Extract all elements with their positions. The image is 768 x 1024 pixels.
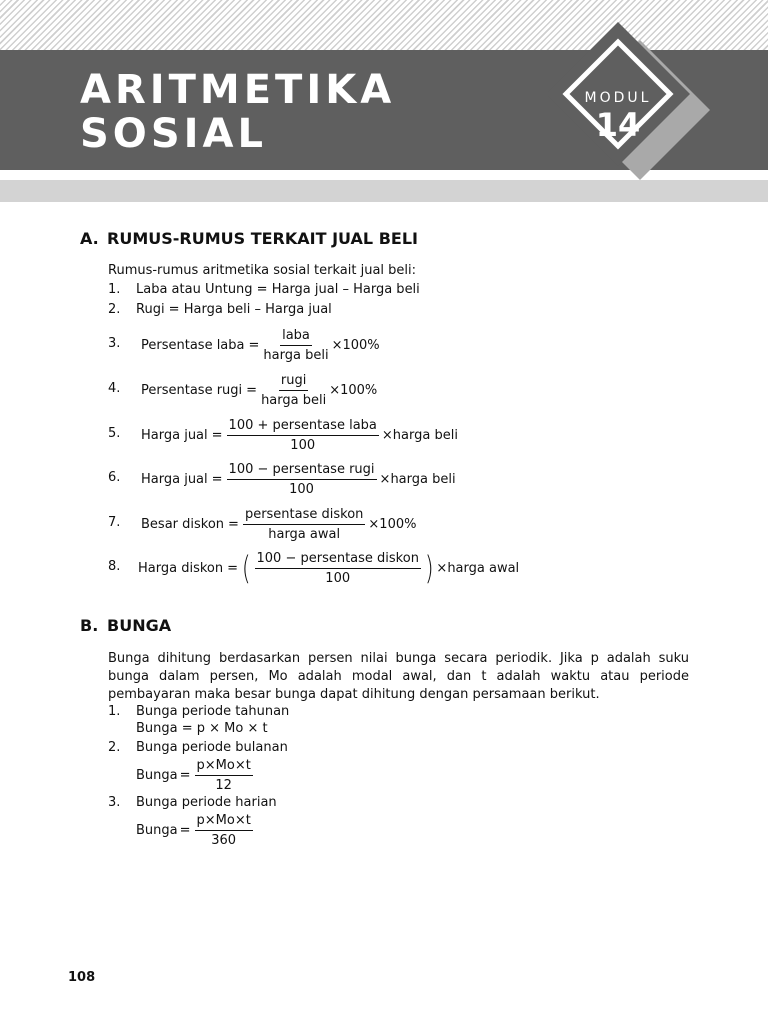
fraction-denominator: 100 — [289, 481, 314, 497]
formula-tail: ×harga beli — [381, 427, 458, 443]
fraction — [195, 812, 253, 849]
fraction-denominator: 100 — [325, 570, 351, 586]
section-b-letter: B. — [80, 616, 99, 635]
fraction — [263, 327, 328, 364]
formula-lhs: Besar diskon — [141, 516, 225, 532]
list-item — [108, 704, 289, 719]
formula-lhs: Harga jual — [141, 427, 208, 443]
open-parenthesis: ( — [241, 549, 251, 587]
formula-number: 7. — [108, 515, 121, 530]
formula-lhs: Bunga — [136, 822, 178, 838]
bunga-formula-monthly — [136, 755, 255, 795]
fraction — [227, 461, 377, 498]
list-item-label: Bunga periode bulanan — [136, 740, 288, 755]
formula-number: 6. — [108, 470, 121, 485]
list-item-label: Bunga periode tahunan — [136, 704, 290, 719]
chapter-title — [80, 68, 395, 156]
section-a-letter: A. — [80, 229, 99, 248]
section-b-heading — [80, 616, 171, 635]
module-label: MODUL — [584, 90, 652, 106]
equals-sign: = — [211, 427, 223, 443]
list-item — [108, 302, 332, 320]
fraction — [261, 372, 326, 409]
formula-number: 5. — [108, 426, 121, 441]
list-item — [108, 795, 277, 810]
formula-tail: ×harga awal — [436, 560, 520, 576]
list-item-number: 3. — [108, 795, 121, 810]
fraction — [255, 550, 421, 587]
list-item-number: 1. — [108, 282, 121, 297]
section-b-paragraph: Bunga dihitung berdasarkan persen nilai bunga secara periodik. Jika p adalah suku bunga dalam persen, Mo adalah modal awal, dan t adalah waktu atau periode pembayaran maka besar bunga dapat dihitung dengan persamaan berikut. — [108, 651, 689, 702]
list-item-number: 1. — [108, 704, 121, 719]
fraction-denominator: harga beli — [263, 347, 329, 363]
section-a-intro: Rumus-rumus aritmetika sosial terkait jual beli: — [108, 263, 417, 278]
chapter-title-line-1: ARITMETIKA — [80, 67, 396, 113]
fraction — [243, 506, 365, 543]
section-b-title: BUNGA — [107, 616, 172, 635]
formula-number: 3. — [108, 336, 121, 351]
section-a-title: RUMUS-RUMUS TERKAIT JUAL BELI — [107, 229, 418, 248]
close-parenthesis: ) — [424, 549, 434, 587]
formula-lhs: Persentase laba — [141, 337, 245, 353]
fraction-denominator: 12 — [215, 777, 232, 793]
equals-sign: = — [248, 337, 260, 353]
equals-sign: = — [246, 382, 258, 398]
chapter-title-line-2: SOSIAL — [80, 111, 267, 157]
equals-sign: = — [228, 516, 239, 532]
fraction-denominator: 100 — [290, 437, 316, 453]
equals-sign: = — [211, 471, 223, 487]
formula-lhs: Harga diskon — [138, 560, 224, 576]
list-item-text: Laba atau Untung = Harga jual – Harga beli — [136, 282, 420, 297]
fraction-numerator: persentase diskon — [243, 506, 365, 525]
fraction-numerator: laba — [280, 327, 312, 346]
section-a-heading — [80, 229, 418, 248]
fraction-numerator: 100 − persentase diskon — [255, 550, 421, 569]
formula-tail: ×100% — [368, 516, 417, 532]
formula-tail: ×100% — [331, 337, 380, 353]
formula-lhs: Harga jual — [141, 471, 208, 487]
list-item — [108, 282, 420, 300]
list-item-text: Rugi = Harga beli – Harga jual — [136, 302, 332, 317]
fraction-numerator: 100 + persentase laba — [227, 417, 379, 436]
fraction — [227, 417, 379, 454]
formula-lhs: Bunga — [136, 767, 178, 783]
equals-sign: = — [227, 560, 239, 576]
fraction-denominator: 360 — [211, 832, 237, 848]
formula-tail: ×100% — [329, 382, 378, 398]
formula-tail: ×harga beli — [379, 471, 456, 487]
fraction — [195, 757, 253, 794]
list-item-label: Bunga periode harian — [136, 795, 277, 810]
equals-sign: = — [179, 822, 191, 838]
formula-number: 4. — [108, 381, 121, 396]
bunga-formula-annual: Bunga = p × Mo × t — [136, 721, 268, 736]
fraction-numerator: 100 − persentase rugi — [227, 461, 377, 480]
formula-number: 8. — [108, 559, 121, 574]
fraction-numerator: p×Mo×t — [195, 812, 253, 831]
fraction-denominator: harga beli — [261, 392, 327, 408]
fraction-numerator: p×Mo×t — [195, 757, 253, 776]
equals-sign: = — [179, 767, 191, 783]
page-number: 108 — [68, 970, 96, 985]
formula-lhs: Persentase rugi — [141, 382, 243, 398]
bunga-formula-daily — [136, 810, 255, 850]
fraction-denominator: harga awal — [268, 526, 341, 542]
fraction-numerator: rugi — [279, 372, 308, 391]
module-number: 14 — [595, 106, 641, 144]
list-item-number: 2. — [108, 302, 121, 317]
list-item — [108, 740, 288, 755]
list-item-number: 2. — [108, 740, 121, 755]
